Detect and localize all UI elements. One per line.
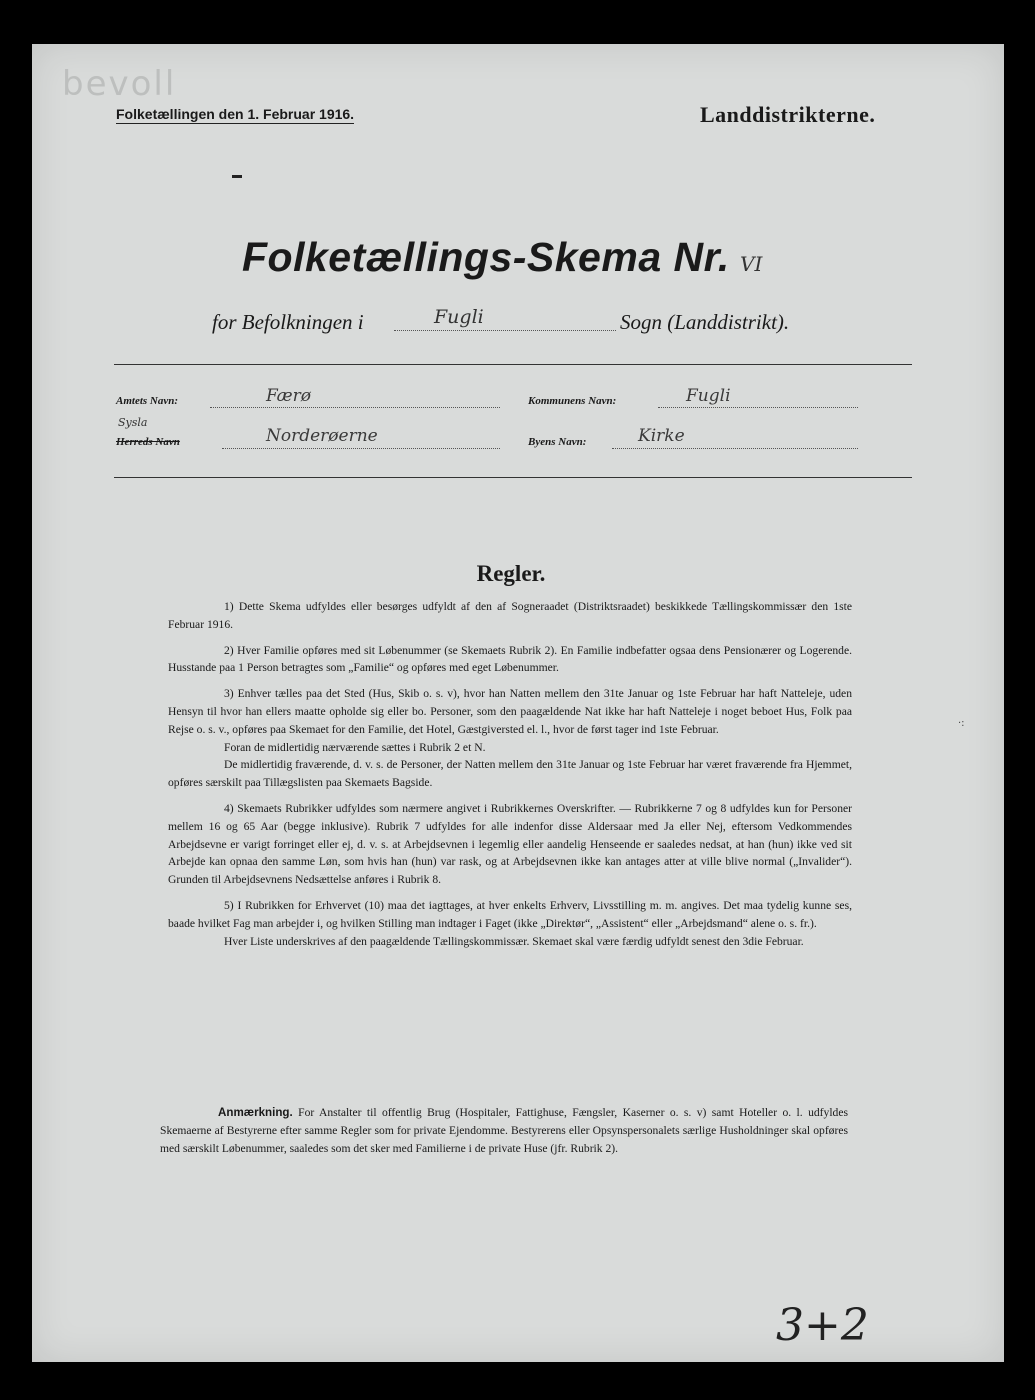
amt-label: Amtets Navn: [116, 395, 179, 407]
kommune-dotted-line [658, 407, 858, 408]
faded-stamp: bevoll [62, 64, 177, 104]
rules-body [168, 598, 852, 958]
annotation-label: Anmærkning. [218, 1106, 293, 1119]
herred-correction-handwritten: Sysla [118, 416, 148, 429]
parish-dotted-line [394, 330, 616, 331]
herred-value-handwritten: Norderøerne [266, 426, 378, 446]
form-title: Folketællings-Skema Nr. [242, 234, 730, 280]
amt-dotted-line [210, 407, 500, 408]
form-number-handwritten: VI [740, 252, 763, 276]
rule-paragraph-4: 4) Skemaets Rubrikker udfyldes som nærmere angivet i Rubrikkernes Overskrifter. — Rubrikkerne 7 og 8 udfyldes kun for Personer mellem 16 og 65 Aar (begge inklusive). Rubrik 7 udfyldes for alle indenfor disse Aldersaar med Ja eller Nej, eftersom Vedkommendes Arbejdsevne er varigt forringet eller ej, d. v. s. at Arbejdsevnen i legemlig eller aandelig Henseende er saaledes nedsat, at han (hun) ikke ved sit Arbejde kan opnaa den samme Løn, som hvis han (hun) var rask, og at Arbejdsevnen ikke kan antages atter at ville blive normal („Invalider“). Grunden til Arbejdsevnens Nedsættelse anføres i Rubrik 8. [168, 801, 852, 887]
by-dotted-line [612, 448, 858, 449]
by-label: Byens Navn: [528, 436, 587, 448]
census-date-header: Folketællingen den 1. Februar 1916. [116, 106, 355, 122]
rule-paragraph-3b: Foran de midlertidig nærværende sættes i Rubrik 2 et N. [224, 740, 486, 754]
rule-paragraph-5: 5) I Rubrikken for Erhvervet (10) maa det iagttages, at hver enkelts Erhverv, Livsstilling m. m. angives. Det maa tydelig kunne ses, baade hvilket Fag man arbejder i, og hvilken Stilling man indtager i Faget (ikke „Direktør“, „Assistent“ eller „Arbejdsmand“ alene o. s. fr.). [168, 898, 852, 930]
annotation-paragraph [160, 1104, 848, 1158]
ink-dash [232, 175, 242, 178]
census-form-page [32, 44, 1004, 1362]
rule-paragraph-3: 3) Enhver tælles paa det Sted (Hus, Skib o. s. v), hvor han Natten mellem den 31te Januar og 1ste Februar har haft Natteleje, uden Hensyn til hvor han ellers maatte opholde sig eller bo. Personer, som den paagældende Nat ikke har haft Natteleje i noget beboet Hus, Folk paa Rejse o. s. v., opføres paa Skemaet for den Familie, det Hotel, Gæstgiversted el. l., hvor de først tager ind 1ste Februar. [168, 687, 852, 736]
subtitle-prefix: for Befolkningen i [212, 310, 364, 334]
divider-bottom [114, 477, 912, 478]
rules-heading: Regler. [476, 561, 546, 586]
ink-speck: ·: [958, 718, 965, 729]
rule-paragraph-3c: De midlertidig fraværende, d. v. s. de Personer, der Natten mellem den 31te Januar og 1ste Februar har været fraværende fra Hjemmet, opføres særskilt paa Tillægslisten paa Skemaets Bagside. [168, 758, 852, 790]
herred-label: Herreds Navn [116, 436, 180, 448]
rule-paragraph-1: 1) Dette Skema udfyldes eller besørges udfyldt af den af Sogneraadet (Distriktsraadet) beskikkede Tællingskommissær den 1ste Februar 1916. [168, 600, 852, 631]
herred-dotted-line [222, 448, 500, 449]
district-header: Landdistrikterne. [700, 102, 876, 127]
rule-paragraph-5b: Hver Liste underskrives af den paagældende Tællingskommissær. Skemaet skal være færdig udfyldt senest den 3die Februar. [224, 934, 804, 948]
by-value-handwritten: Kirke [638, 426, 685, 446]
subtitle-suffix: Sogn (Landdistrikt). [620, 310, 790, 334]
page-number-handwritten: 3+2 [776, 1300, 869, 1351]
annotation-text: For Anstalter til offentlig Brug (Hospitaler, Fattighuse, Fængsler, Kaserner o. s. v) samt Hoteller o. l. udfyldes Skemaerne af Bestyrerne efter samme Regler som for private Ejendomme. Bestyrerens eller Opsynspersonalets særlige Husholdninger skal opføres med særskilt Løbenummer, saaledes som det sker med Familierne i de private Huse (jfr. Rubrik 2). [160, 1106, 848, 1155]
rule-paragraph-2: 2) Hver Familie opføres med sit Løbenummer (se Skemaets Rubrik 2). En Familie indbefatter ogsaa dens Pensionærer og Logerende. Husstande paa 1 Person betragtes som „Familie“ og opføres med eget Løbenummer. [168, 643, 852, 675]
divider-top [114, 364, 912, 365]
kommune-label: Kommunens Navn: [528, 395, 617, 407]
parish-handwritten: Fugli [434, 306, 484, 328]
amt-value-handwritten: Færø [266, 386, 311, 406]
kommune-value-handwritten: Fugli [686, 386, 731, 406]
